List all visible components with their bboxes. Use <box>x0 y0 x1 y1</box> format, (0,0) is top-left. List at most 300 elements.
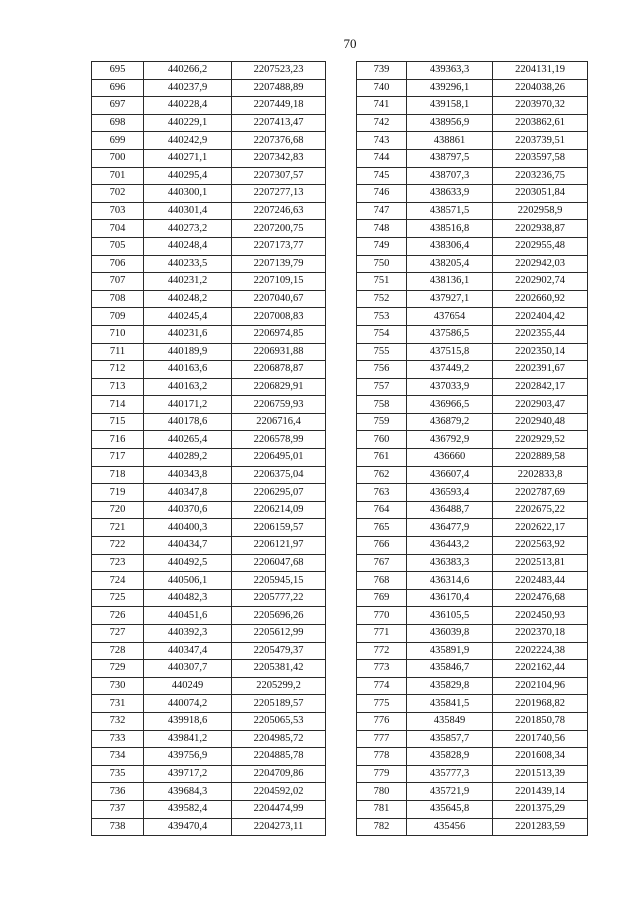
x-coordinate-cell: 438136,1 <box>407 273 493 291</box>
y-coordinate-cell: 2202833,8 <box>493 466 588 484</box>
coordinates-table-left <box>91 61 326 836</box>
point-number-cell: 748 <box>357 220 407 238</box>
x-coordinate-cell: 440189,9 <box>144 343 232 361</box>
y-coordinate-cell: 2202391,67 <box>493 361 588 379</box>
point-number-cell: 734 <box>92 748 144 766</box>
point-number-cell: 757 <box>357 378 407 396</box>
y-coordinate-cell: 2206159,57 <box>232 519 326 537</box>
point-number-cell: 718 <box>92 466 144 484</box>
point-number-cell: 739 <box>357 62 407 80</box>
point-number-cell: 714 <box>92 396 144 414</box>
y-coordinate-cell: 2205612,99 <box>232 625 326 643</box>
point-number-cell: 702 <box>92 185 144 203</box>
y-coordinate-cell: 2202942,03 <box>493 255 588 273</box>
x-coordinate-cell: 439296,1 <box>407 79 493 97</box>
x-coordinate-cell: 436488,7 <box>407 501 493 519</box>
table-row-right <box>357 484 588 502</box>
x-coordinate-cell: 436443,2 <box>407 537 493 555</box>
y-coordinate-cell: 2205065,53 <box>232 712 326 730</box>
table-row-left <box>92 378 326 396</box>
x-coordinate-cell: 436105,5 <box>407 607 493 625</box>
x-coordinate-cell: 435849 <box>407 712 493 730</box>
x-coordinate-cell: 439470,4 <box>144 818 232 836</box>
x-coordinate-cell: 435857,7 <box>407 730 493 748</box>
point-number-cell: 725 <box>92 589 144 607</box>
y-coordinate-cell: 2202842,17 <box>493 378 588 396</box>
x-coordinate-cell: 440171,2 <box>144 396 232 414</box>
point-number-cell: 753 <box>357 308 407 326</box>
table-row-left <box>92 783 326 801</box>
table-row-right <box>357 501 588 519</box>
x-coordinate-cell: 435891,9 <box>407 642 493 660</box>
y-coordinate-cell: 2204985,72 <box>232 730 326 748</box>
point-number-cell: 709 <box>92 308 144 326</box>
table-row-left <box>92 537 326 555</box>
x-coordinate-cell: 440265,4 <box>144 431 232 449</box>
point-number-cell: 700 <box>92 149 144 167</box>
x-coordinate-cell: 438797,5 <box>407 149 493 167</box>
y-coordinate-cell: 2206375,04 <box>232 466 326 484</box>
point-number-cell: 746 <box>357 185 407 203</box>
point-number-cell: 749 <box>357 237 407 255</box>
point-number-cell: 742 <box>357 114 407 132</box>
table-row-left <box>92 730 326 748</box>
point-number-cell: 750 <box>357 255 407 273</box>
y-coordinate-cell: 2207488,89 <box>232 79 326 97</box>
x-coordinate-cell: 440231,2 <box>144 273 232 291</box>
table-row-right <box>357 642 588 660</box>
point-number-cell: 716 <box>92 431 144 449</box>
table-row-right <box>357 396 588 414</box>
point-number-cell: 696 <box>92 79 144 97</box>
x-coordinate-cell: 436314,6 <box>407 572 493 590</box>
y-coordinate-cell: 2205189,57 <box>232 695 326 713</box>
x-coordinate-cell: 440163,6 <box>144 361 232 379</box>
y-coordinate-cell: 2207413,47 <box>232 114 326 132</box>
table-row-right <box>357 132 588 150</box>
table-row-left <box>92 800 326 818</box>
x-coordinate-cell: 440482,3 <box>144 589 232 607</box>
table-row-left <box>92 167 326 185</box>
point-number-cell: 711 <box>92 343 144 361</box>
point-number-cell: 726 <box>92 607 144 625</box>
y-coordinate-cell: 2201439,14 <box>493 783 588 801</box>
table-row-right <box>357 730 588 748</box>
table-row-right <box>357 343 588 361</box>
y-coordinate-cell: 2202450,93 <box>493 607 588 625</box>
y-coordinate-cell: 2206829,91 <box>232 378 326 396</box>
table-row-left <box>92 273 326 291</box>
x-coordinate-cell: 440492,5 <box>144 554 232 572</box>
y-coordinate-cell: 2202476,68 <box>493 589 588 607</box>
point-number-cell: 752 <box>357 290 407 308</box>
point-number-cell: 774 <box>357 677 407 695</box>
table-row-left <box>92 519 326 537</box>
table-row-right <box>357 431 588 449</box>
point-number-cell: 738 <box>92 818 144 836</box>
table-row-left <box>92 501 326 519</box>
y-coordinate-cell: 2206878,87 <box>232 361 326 379</box>
x-coordinate-cell: 436477,9 <box>407 519 493 537</box>
y-coordinate-cell: 2206495,01 <box>232 449 326 467</box>
table-row-right <box>357 625 588 643</box>
table-row-right <box>357 413 588 431</box>
table-row-left <box>92 589 326 607</box>
y-coordinate-cell: 2207173,77 <box>232 237 326 255</box>
point-number-cell: 698 <box>92 114 144 132</box>
point-number-cell: 727 <box>92 625 144 643</box>
y-coordinate-cell: 2203051,84 <box>493 185 588 203</box>
point-number-cell: 779 <box>357 765 407 783</box>
y-coordinate-cell: 2202622,17 <box>493 519 588 537</box>
table-row-left <box>92 695 326 713</box>
coordinates-table-right <box>356 61 588 836</box>
y-coordinate-cell: 2206931,88 <box>232 343 326 361</box>
point-number-cell: 751 <box>357 273 407 291</box>
point-number-cell: 773 <box>357 660 407 678</box>
x-coordinate-cell: 436966,5 <box>407 396 493 414</box>
point-number-cell: 756 <box>357 361 407 379</box>
point-number-cell: 754 <box>357 325 407 343</box>
page-number: 70 <box>343 36 357 51</box>
y-coordinate-cell: 2202563,92 <box>493 537 588 555</box>
point-number-cell: 707 <box>92 273 144 291</box>
table-row-right <box>357 554 588 572</box>
x-coordinate-cell: 440301,4 <box>144 202 232 220</box>
y-coordinate-cell: 2203236,75 <box>493 167 588 185</box>
table-row-left <box>92 97 326 115</box>
point-number-cell: 763 <box>357 484 407 502</box>
point-number-cell: 735 <box>92 765 144 783</box>
point-number-cell: 730 <box>92 677 144 695</box>
point-number-cell: 764 <box>357 501 407 519</box>
x-coordinate-cell: 435846,7 <box>407 660 493 678</box>
table-row-left <box>92 220 326 238</box>
table-row-right <box>357 185 588 203</box>
x-coordinate-cell: 435456 <box>407 818 493 836</box>
x-coordinate-cell: 439158,1 <box>407 97 493 115</box>
x-coordinate-cell: 438707,3 <box>407 167 493 185</box>
x-coordinate-cell: 439918,6 <box>144 712 232 730</box>
x-coordinate-cell: 438633,9 <box>407 185 493 203</box>
table-row-left <box>92 325 326 343</box>
table-row-left <box>92 677 326 695</box>
table-row-right <box>357 79 588 97</box>
table-row-left <box>92 642 326 660</box>
y-coordinate-cell: 2202940,48 <box>493 413 588 431</box>
y-coordinate-cell: 2207246,63 <box>232 202 326 220</box>
x-coordinate-cell: 435721,9 <box>407 783 493 801</box>
y-coordinate-cell: 2207277,13 <box>232 185 326 203</box>
table-row-right <box>357 818 588 836</box>
x-coordinate-cell: 440392,3 <box>144 625 232 643</box>
table-row-right <box>357 202 588 220</box>
table-row-right <box>357 800 588 818</box>
point-number-cell: 744 <box>357 149 407 167</box>
y-coordinate-cell: 2201513,39 <box>493 765 588 783</box>
table-row-left <box>92 62 326 80</box>
point-number-cell: 704 <box>92 220 144 238</box>
y-coordinate-cell: 2205777,22 <box>232 589 326 607</box>
point-number-cell: 719 <box>92 484 144 502</box>
table-row-right <box>357 220 588 238</box>
x-coordinate-cell: 440370,6 <box>144 501 232 519</box>
table-row-right <box>357 255 588 273</box>
y-coordinate-cell: 2202404,42 <box>493 308 588 326</box>
table-row-left <box>92 132 326 150</box>
y-coordinate-cell: 2202938,87 <box>493 220 588 238</box>
table-row-right <box>357 273 588 291</box>
x-coordinate-cell: 440233,5 <box>144 255 232 273</box>
table-row-left <box>92 625 326 643</box>
point-number-cell: 769 <box>357 589 407 607</box>
x-coordinate-cell: 436170,4 <box>407 589 493 607</box>
x-coordinate-cell: 440343,8 <box>144 466 232 484</box>
x-coordinate-cell: 439684,3 <box>144 783 232 801</box>
x-coordinate-cell: 440451,6 <box>144 607 232 625</box>
point-number-cell: 771 <box>357 625 407 643</box>
table-row-right <box>357 466 588 484</box>
y-coordinate-cell: 2202104,96 <box>493 677 588 695</box>
point-number-cell: 761 <box>357 449 407 467</box>
table-row-left <box>92 308 326 326</box>
point-number-cell: 741 <box>357 97 407 115</box>
x-coordinate-cell: 436607,4 <box>407 466 493 484</box>
table-row-right <box>357 519 588 537</box>
y-coordinate-cell: 2206295,07 <box>232 484 326 502</box>
x-coordinate-cell: 439717,2 <box>144 765 232 783</box>
point-number-cell: 743 <box>357 132 407 150</box>
y-coordinate-cell: 2207523,23 <box>232 62 326 80</box>
table-row-right <box>357 361 588 379</box>
x-coordinate-cell: 440229,1 <box>144 114 232 132</box>
x-coordinate-cell: 438861 <box>407 132 493 150</box>
y-coordinate-cell: 2207139,79 <box>232 255 326 273</box>
x-coordinate-cell: 440242,9 <box>144 132 232 150</box>
table-row-right <box>357 572 588 590</box>
y-coordinate-cell: 2207376,68 <box>232 132 326 150</box>
x-coordinate-cell: 435841,5 <box>407 695 493 713</box>
point-number-cell: 737 <box>92 800 144 818</box>
x-coordinate-cell: 440271,1 <box>144 149 232 167</box>
y-coordinate-cell: 2203970,32 <box>493 97 588 115</box>
point-number-cell: 724 <box>92 572 144 590</box>
point-number-cell: 778 <box>357 748 407 766</box>
y-coordinate-cell: 2205479,37 <box>232 642 326 660</box>
x-coordinate-cell: 437586,5 <box>407 325 493 343</box>
x-coordinate-cell: 440266,2 <box>144 62 232 80</box>
x-coordinate-cell: 440273,2 <box>144 220 232 238</box>
table-row-right <box>357 748 588 766</box>
x-coordinate-cell: 435777,3 <box>407 765 493 783</box>
table-row-right <box>357 325 588 343</box>
y-coordinate-cell: 2202955,48 <box>493 237 588 255</box>
y-coordinate-cell: 2201850,78 <box>493 712 588 730</box>
x-coordinate-cell: 440231,6 <box>144 325 232 343</box>
table-row-right <box>357 290 588 308</box>
point-number-cell: 712 <box>92 361 144 379</box>
x-coordinate-cell: 440237,9 <box>144 79 232 97</box>
table-row-right <box>357 149 588 167</box>
table-row-left <box>92 361 326 379</box>
x-coordinate-cell: 440300,1 <box>144 185 232 203</box>
y-coordinate-cell: 2204038,26 <box>493 79 588 97</box>
table-row-left <box>92 449 326 467</box>
y-coordinate-cell: 2201968,82 <box>493 695 588 713</box>
point-number-cell: 701 <box>92 167 144 185</box>
table-row-right <box>357 537 588 555</box>
x-coordinate-cell: 439582,4 <box>144 800 232 818</box>
point-number-cell: 745 <box>357 167 407 185</box>
point-number-cell: 747 <box>357 202 407 220</box>
table-row-right <box>357 308 588 326</box>
point-number-cell: 768 <box>357 572 407 590</box>
point-number-cell: 723 <box>92 554 144 572</box>
x-coordinate-cell: 440228,4 <box>144 97 232 115</box>
y-coordinate-cell: 2201375,29 <box>493 800 588 818</box>
table-row-left <box>92 554 326 572</box>
point-number-cell: 715 <box>92 413 144 431</box>
y-coordinate-cell: 2203862,61 <box>493 114 588 132</box>
table-row-right <box>357 783 588 801</box>
y-coordinate-cell: 2206759,93 <box>232 396 326 414</box>
point-number-cell: 740 <box>357 79 407 97</box>
table-row-right <box>357 62 588 80</box>
point-number-cell: 706 <box>92 255 144 273</box>
y-coordinate-cell: 2207008,83 <box>232 308 326 326</box>
y-coordinate-cell: 2204273,11 <box>232 818 326 836</box>
table-row-right <box>357 695 588 713</box>
table-row-left <box>92 572 326 590</box>
y-coordinate-cell: 2201608,34 <box>493 748 588 766</box>
y-coordinate-cell: 2205945,15 <box>232 572 326 590</box>
table-row-right <box>357 167 588 185</box>
table-row-left <box>92 237 326 255</box>
table-row-left <box>92 431 326 449</box>
table-row-right <box>357 97 588 115</box>
x-coordinate-cell: 440248,2 <box>144 290 232 308</box>
point-number-cell: 729 <box>92 660 144 678</box>
y-coordinate-cell: 2202513,81 <box>493 554 588 572</box>
table-row-left <box>92 290 326 308</box>
table-row-left <box>92 202 326 220</box>
x-coordinate-cell: 436660 <box>407 449 493 467</box>
y-coordinate-cell: 2202224,38 <box>493 642 588 660</box>
point-number-cell: 721 <box>92 519 144 537</box>
table-row-right <box>357 607 588 625</box>
point-number-cell: 765 <box>357 519 407 537</box>
point-number-cell: 780 <box>357 783 407 801</box>
point-number-cell: 708 <box>92 290 144 308</box>
y-coordinate-cell: 2207200,75 <box>232 220 326 238</box>
x-coordinate-cell: 438205,4 <box>407 255 493 273</box>
y-coordinate-cell: 2202675,22 <box>493 501 588 519</box>
table-row-left <box>92 114 326 132</box>
x-coordinate-cell: 435829,8 <box>407 677 493 695</box>
x-coordinate-cell: 437927,1 <box>407 290 493 308</box>
y-coordinate-cell: 2202370,18 <box>493 625 588 643</box>
x-coordinate-cell: 438571,5 <box>407 202 493 220</box>
point-number-cell: 762 <box>357 466 407 484</box>
y-coordinate-cell: 2207109,15 <box>232 273 326 291</box>
table-row-right <box>357 378 588 396</box>
point-number-cell: 705 <box>92 237 144 255</box>
y-coordinate-cell: 2202787,69 <box>493 484 588 502</box>
x-coordinate-cell: 439363,3 <box>407 62 493 80</box>
point-number-cell: 770 <box>357 607 407 625</box>
y-coordinate-cell: 2203597,58 <box>493 149 588 167</box>
y-coordinate-cell: 2204709,86 <box>232 765 326 783</box>
point-number-cell: 782 <box>357 818 407 836</box>
y-coordinate-cell: 2207307,57 <box>232 167 326 185</box>
x-coordinate-cell: 437033,9 <box>407 378 493 396</box>
point-number-cell: 703 <box>92 202 144 220</box>
point-number-cell: 697 <box>92 97 144 115</box>
point-number-cell: 736 <box>92 783 144 801</box>
y-coordinate-cell: 2202660,92 <box>493 290 588 308</box>
point-number-cell: 722 <box>92 537 144 555</box>
point-number-cell: 695 <box>92 62 144 80</box>
x-coordinate-cell: 440295,4 <box>144 167 232 185</box>
point-number-cell: 781 <box>357 800 407 818</box>
y-coordinate-cell: 2205696,26 <box>232 607 326 625</box>
table-row-left <box>92 818 326 836</box>
x-coordinate-cell: 440506,1 <box>144 572 232 590</box>
table-row-left <box>92 79 326 97</box>
point-number-cell: 728 <box>92 642 144 660</box>
y-coordinate-cell: 2204131,19 <box>493 62 588 80</box>
table-row-right <box>357 449 588 467</box>
table-row-right <box>357 114 588 132</box>
x-coordinate-cell: 439756,9 <box>144 748 232 766</box>
table-row-right <box>357 765 588 783</box>
y-coordinate-cell: 2202483,44 <box>493 572 588 590</box>
y-coordinate-cell: 2202355,44 <box>493 325 588 343</box>
y-coordinate-cell: 2204885,78 <box>232 748 326 766</box>
x-coordinate-cell: 440347,8 <box>144 484 232 502</box>
y-coordinate-cell: 2206214,09 <box>232 501 326 519</box>
point-number-cell: 720 <box>92 501 144 519</box>
point-number-cell: 755 <box>357 343 407 361</box>
x-coordinate-cell: 440434,7 <box>144 537 232 555</box>
y-coordinate-cell: 2204474,99 <box>232 800 326 818</box>
x-coordinate-cell: 436792,9 <box>407 431 493 449</box>
x-coordinate-cell: 440248,4 <box>144 237 232 255</box>
table-row-right <box>357 712 588 730</box>
y-coordinate-cell: 2201740,56 <box>493 730 588 748</box>
x-coordinate-cell: 440163,2 <box>144 378 232 396</box>
y-coordinate-cell: 2202903,47 <box>493 396 588 414</box>
table-row-left <box>92 765 326 783</box>
point-number-cell: 758 <box>357 396 407 414</box>
y-coordinate-cell: 2201283,59 <box>493 818 588 836</box>
x-coordinate-cell: 436879,2 <box>407 413 493 431</box>
table-row-left <box>92 712 326 730</box>
point-number-cell: 776 <box>357 712 407 730</box>
y-coordinate-cell: 2204592,02 <box>232 783 326 801</box>
x-coordinate-cell: 436383,3 <box>407 554 493 572</box>
table-row-left <box>92 748 326 766</box>
point-number-cell: 699 <box>92 132 144 150</box>
x-coordinate-cell: 439841,2 <box>144 730 232 748</box>
table-row-left <box>92 343 326 361</box>
table-row-right <box>357 237 588 255</box>
y-coordinate-cell: 2205299,2 <box>232 677 326 695</box>
x-coordinate-cell: 440249 <box>144 677 232 695</box>
x-coordinate-cell: 437654 <box>407 308 493 326</box>
y-coordinate-cell: 2206716,4 <box>232 413 326 431</box>
point-number-cell: 775 <box>357 695 407 713</box>
